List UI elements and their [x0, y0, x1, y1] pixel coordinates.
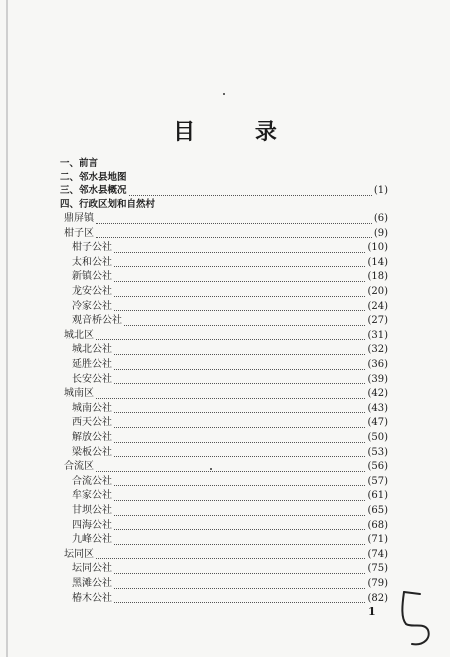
toc-label: 四、行政区划和自然村: [60, 198, 156, 210]
toc-page-number: (79): [367, 578, 388, 589]
toc-subentry: [72, 285, 388, 299]
toc-page-number: (68): [367, 519, 388, 531]
toc-label: 西天公社: [72, 417, 112, 429]
toc-page-number: (57): [367, 475, 388, 487]
toc-page-number: (47): [367, 417, 388, 429]
toc-subentry: [72, 519, 388, 533]
leader-dots: [114, 492, 365, 501]
toc-label: 柑子公社: [72, 242, 112, 254]
toc-page-number: (36): [367, 359, 388, 370]
toc-subentry: [72, 256, 388, 270]
toc-page-number: (9): [373, 227, 388, 239]
toc-label: 合流公社: [72, 475, 112, 487]
leader-dots: [114, 361, 365, 370]
toc-entry: [64, 329, 388, 343]
leader-dots: [114, 288, 365, 297]
leader-dots: [114, 580, 365, 589]
leader-dots: [114, 521, 365, 530]
toc-label: 解放公社: [72, 432, 112, 443]
toc-page-number: (24): [367, 300, 388, 312]
page-title: 目 录: [173, 119, 303, 145]
toc-section: [60, 184, 388, 198]
toc-subentry: [72, 314, 388, 328]
leader-dots: [114, 244, 365, 253]
toc-page-number: (56): [367, 461, 388, 473]
toc-page-number: (1): [373, 185, 388, 196]
speck: [223, 93, 225, 95]
toc-page-number: (27): [367, 315, 388, 327]
toc-subentry: [72, 431, 388, 445]
toc-section: [60, 198, 388, 212]
leader-dots: [96, 390, 365, 399]
toc-page-number: (6): [373, 213, 388, 224]
toc-subentry: [72, 504, 388, 518]
leader-dots: [124, 317, 365, 326]
toc-subentry: [72, 577, 388, 591]
leader-dots: [96, 463, 365, 472]
toc-entry: [64, 227, 388, 241]
toc-label: 柑子区: [64, 227, 94, 239]
leader-dots: [96, 229, 372, 238]
toc-page-number: (75): [367, 563, 388, 575]
toc-section: [60, 171, 388, 185]
toc-label: 城北公社: [72, 344, 112, 356]
leader-dots: [114, 273, 365, 282]
toc-label: 长安公社: [72, 373, 112, 385]
leader-dots: [114, 507, 365, 516]
toc-page-number: (10): [367, 242, 388, 254]
leader-dots: [114, 594, 365, 603]
toc-page-number: (50): [367, 432, 388, 443]
toc-label: 坛同区: [64, 548, 94, 560]
toc-page-number: (65): [367, 505, 388, 516]
toc-entry: [64, 460, 388, 474]
toc-label: 城北区: [64, 329, 94, 341]
toc-page-number: (18): [367, 271, 388, 283]
toc-label: 三、邻水县概况: [60, 185, 127, 196]
toc-subentry: [72, 358, 388, 372]
toc-subentry: [72, 270, 388, 284]
leader-dots: [114, 375, 365, 384]
toc-subentry: [72, 373, 388, 387]
toc-label: 合流区: [64, 461, 94, 473]
toc-subentry: [72, 592, 388, 606]
toc-page-number: (39): [367, 373, 388, 385]
toc-subentry: [72, 475, 388, 489]
leader-dots: [96, 215, 372, 224]
leader-dots: [114, 404, 365, 413]
toc-label: 椿木公社: [72, 592, 112, 604]
toc-page-number: (32): [367, 344, 388, 356]
toc-page-number: (42): [367, 388, 388, 400]
toc-subentry: [72, 489, 388, 503]
toc-page-number: (61): [367, 490, 388, 502]
toc-label: 新镇公社: [72, 271, 112, 283]
toc-subentry: [72, 562, 388, 576]
toc-subentry: [72, 343, 388, 357]
toc-page-number: (14): [367, 256, 388, 268]
leader-dots: [114, 565, 365, 574]
toc-label: 牟家公社: [72, 490, 112, 502]
toc-label: 观音桥公社: [72, 315, 122, 327]
toc-subentry: [72, 402, 388, 416]
toc-section: [60, 157, 388, 171]
leader-dots: [96, 550, 365, 559]
leader-dots: [114, 448, 365, 457]
toc-label: 城南公社: [72, 402, 112, 414]
toc-label: 鼎屏镇: [64, 213, 94, 224]
toc-label: 黑滩公社: [72, 578, 112, 589]
toc-subentry: [72, 241, 388, 255]
toc-label: 一、前言: [60, 158, 99, 169]
toc-label: 城南区: [64, 388, 94, 400]
leader-dots: [129, 187, 372, 196]
leader-dots: [114, 477, 365, 486]
leader-dots: [114, 346, 365, 355]
leader-dots: [114, 302, 365, 311]
leader-dots: [114, 434, 365, 443]
speck: [210, 468, 212, 470]
toc-subentry: [72, 300, 388, 314]
toc-subentry: [72, 533, 388, 547]
leader-dots: [114, 419, 365, 428]
toc-page-number: (20): [367, 286, 388, 297]
toc-label: 坛同公社: [72, 563, 112, 575]
toc-subentry: [72, 446, 388, 460]
toc-label: 延胜公社: [72, 359, 112, 370]
handwritten-mark-icon: [398, 588, 438, 648]
toc-label: 甘坝公社: [72, 505, 112, 516]
toc-label: 九峰公社: [72, 534, 112, 546]
toc-label: 四海公社: [72, 519, 112, 531]
page-number: 1: [368, 605, 376, 618]
toc-entry: [64, 548, 388, 562]
leader-dots: [96, 331, 365, 340]
toc-page-number: (53): [367, 446, 388, 458]
toc-page-number: (43): [367, 402, 388, 414]
toc-label: 梁板公社: [72, 446, 112, 458]
toc-entry: [64, 212, 388, 226]
toc-page-number: (31): [367, 329, 388, 341]
leader-dots: [114, 536, 365, 545]
toc-label: 龙安公社: [72, 286, 112, 297]
toc-page-number: (82): [367, 592, 388, 604]
toc-label: 太和公社: [72, 256, 112, 268]
toc-page-number: (71): [367, 534, 388, 546]
toc-entry: [64, 387, 388, 401]
leader-dots: [114, 258, 365, 267]
toc-label: 冷家公社: [72, 300, 112, 312]
toc-page-number: (74): [367, 548, 388, 560]
toc-label: 二、邻水县地图: [60, 171, 127, 183]
toc-subentry: [72, 416, 388, 430]
